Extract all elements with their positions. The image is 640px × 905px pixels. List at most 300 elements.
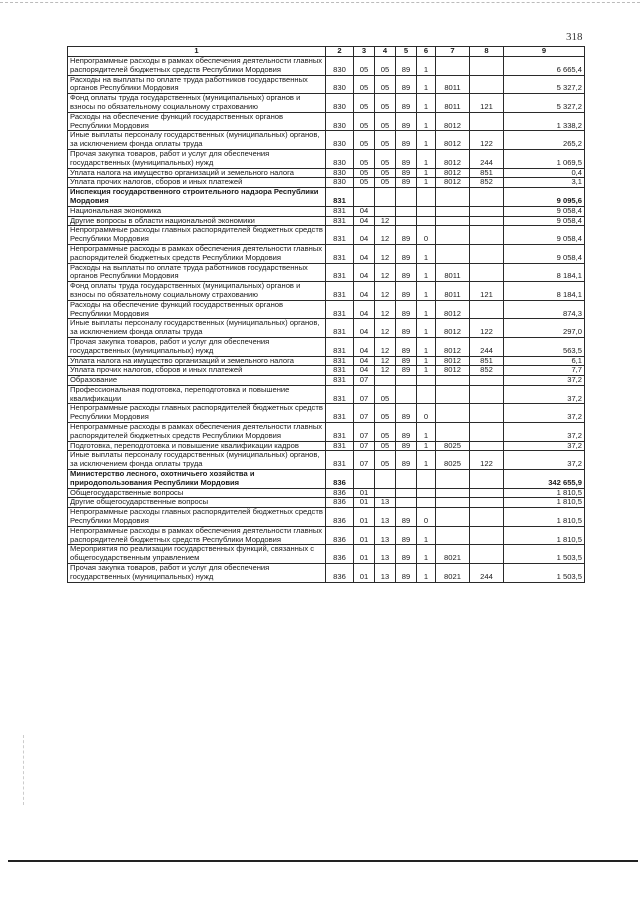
program-code-cell: 89 <box>396 423 417 442</box>
expense-type-cell <box>470 244 504 263</box>
target-code-cell: 8011 <box>436 94 470 113</box>
subsection-code-cell: 12 <box>375 226 396 245</box>
expense-type-cell <box>470 216 504 226</box>
subprogram-code-cell <box>417 488 436 498</box>
target-code-cell <box>436 216 470 226</box>
admin-code-cell: 831 <box>326 451 354 470</box>
line-item-name: Непрограммные расходы в рамках обеспечения деятельности главных распорядителей бюджетных средств Республики Мордовия <box>68 526 326 545</box>
program-code-cell: 89 <box>396 75 417 94</box>
line-item-name: Расходы на выплаты по оплате труда работников государственных органов Республики Мордовия <box>68 75 326 94</box>
target-code-cell: 8025 <box>436 441 470 451</box>
program-code-cell: 89 <box>396 94 417 113</box>
table-row <box>68 282 585 301</box>
section-code-cell: 07 <box>354 441 375 451</box>
line-item-name: Национальная экономика <box>68 206 326 216</box>
line-item-name: Непрограммные расходы главных распорядителей бюджетных средств Республики Мордовия <box>68 404 326 423</box>
program-code-cell: 89 <box>396 57 417 76</box>
amount-cell: 1 503,5 <box>504 545 585 564</box>
subprogram-code-cell: 1 <box>417 366 436 376</box>
program-code-cell: 89 <box>396 366 417 376</box>
section-code-cell: 04 <box>354 226 375 245</box>
program-code-cell: 89 <box>396 300 417 319</box>
subsection-code-cell: 13 <box>375 545 396 564</box>
program-code-cell <box>396 498 417 508</box>
expense-type-cell <box>470 57 504 76</box>
section-code-cell: 05 <box>354 178 375 188</box>
target-code-cell: 8012 <box>436 131 470 150</box>
program-code-cell <box>396 216 417 226</box>
line-item-name: Иные выплаты персоналу государственных (муниципальных) органов, за исключением фонда оплаты труда <box>68 131 326 150</box>
amount-cell: 1 069,5 <box>504 149 585 168</box>
section-code-cell: 01 <box>354 498 375 508</box>
target-code-cell: 8012 <box>436 366 470 376</box>
subsection-code-cell: 12 <box>375 366 396 376</box>
expense-type-cell <box>470 470 504 489</box>
amount-cell: 8 184,1 <box>504 263 585 282</box>
table-row <box>68 178 585 188</box>
subsection-code-cell: 05 <box>375 149 396 168</box>
target-code-cell <box>436 423 470 442</box>
column-header: 4 <box>375 47 396 57</box>
subsection-code-cell: 05 <box>375 178 396 188</box>
line-item-name: Уплата прочих налогов, сборов и иных платежей <box>68 366 326 376</box>
table-body <box>68 57 585 583</box>
subprogram-code-cell <box>417 498 436 508</box>
expense-type-cell <box>470 75 504 94</box>
scan-margin-mark <box>23 735 24 805</box>
subsection-code-cell <box>375 488 396 498</box>
admin-code-cell: 831 <box>326 263 354 282</box>
target-code-cell: 8021 <box>436 545 470 564</box>
subsection-code-cell: 05 <box>375 75 396 94</box>
target-code-cell <box>436 470 470 489</box>
expense-type-cell <box>470 423 504 442</box>
subsection-code-cell: 05 <box>375 131 396 150</box>
table-row <box>68 226 585 245</box>
line-item-name: Непрограммные расходы в рамках обеспечения деятельности главных распорядителей бюджетных средств Республики Мордовия <box>68 57 326 76</box>
amount-cell: 563,5 <box>504 337 585 356</box>
admin-code-cell: 830 <box>326 57 354 76</box>
program-code-cell: 89 <box>396 168 417 178</box>
line-item-name: Образование <box>68 376 326 386</box>
expense-type-cell: 244 <box>470 564 504 583</box>
section-code-cell: 05 <box>354 94 375 113</box>
target-code-cell: 8012 <box>436 300 470 319</box>
target-code-cell: 8012 <box>436 178 470 188</box>
amount-cell: 1 503,5 <box>504 564 585 583</box>
subsection-code-cell: 12 <box>375 244 396 263</box>
line-item-name: Фонд оплаты труда государственных (муниципальных) органов и взносы по обязательному социальному страхованию <box>68 282 326 301</box>
subprogram-code-cell <box>417 216 436 226</box>
section-code-cell: 04 <box>354 206 375 216</box>
program-code-cell: 89 <box>396 356 417 366</box>
target-code-cell: 8011 <box>436 263 470 282</box>
column-header: 5 <box>396 47 417 57</box>
amount-cell: 297,0 <box>504 319 585 338</box>
admin-code-cell: 836 <box>326 545 354 564</box>
amount-cell: 5 327,2 <box>504 75 585 94</box>
table-row <box>68 188 585 207</box>
line-item-name: Расходы на обеспечение функций государственных органов Республики Мордовия <box>68 300 326 319</box>
admin-code-cell: 831 <box>326 244 354 263</box>
expense-type-cell: 121 <box>470 94 504 113</box>
expense-type-cell: 851 <box>470 168 504 178</box>
table-row <box>68 385 585 404</box>
section-code-cell: 01 <box>354 488 375 498</box>
table-row <box>68 451 585 470</box>
table-row <box>68 206 585 216</box>
program-code-cell <box>396 385 417 404</box>
expense-type-cell: 122 <box>470 319 504 338</box>
subprogram-code-cell: 1 <box>417 178 436 188</box>
section-code-cell: 05 <box>354 112 375 131</box>
subsection-code-cell <box>375 206 396 216</box>
admin-code-cell: 830 <box>326 178 354 188</box>
line-item-name: Уплата налога на имущество организаций и земельного налога <box>68 168 326 178</box>
section-code-cell: 04 <box>354 356 375 366</box>
section-code-cell: 04 <box>354 282 375 301</box>
amount-cell: 9 058,4 <box>504 206 585 216</box>
column-number-row <box>68 47 585 57</box>
program-code-cell: 89 <box>396 337 417 356</box>
subprogram-code-cell: 1 <box>417 356 436 366</box>
admin-code-cell: 830 <box>326 94 354 113</box>
subsection-code-cell: 05 <box>375 404 396 423</box>
amount-cell: 37,2 <box>504 423 585 442</box>
section-code-cell: 07 <box>354 404 375 423</box>
table-row <box>68 498 585 508</box>
admin-code-cell: 836 <box>326 508 354 527</box>
admin-code-cell: 831 <box>326 404 354 423</box>
admin-code-cell: 836 <box>326 526 354 545</box>
subprogram-code-cell: 0 <box>417 508 436 527</box>
table-row <box>68 263 585 282</box>
program-code-cell: 89 <box>396 282 417 301</box>
subsection-code-cell: 05 <box>375 423 396 442</box>
admin-code-cell: 831 <box>326 366 354 376</box>
line-item-name: Мероприятия по реализации государственных функций, связанных с общегосударственным управлением <box>68 545 326 564</box>
amount-cell: 37,2 <box>504 385 585 404</box>
section-code-cell: 04 <box>354 263 375 282</box>
subprogram-code-cell: 1 <box>417 94 436 113</box>
amount-cell: 342 655,9 <box>504 470 585 489</box>
subprogram-code-cell: 1 <box>417 451 436 470</box>
section-code-cell <box>354 188 375 207</box>
admin-code-cell: 836 <box>326 498 354 508</box>
amount-cell: 0,4 <box>504 168 585 178</box>
line-item-name: Другие общегосударственные вопросы <box>68 498 326 508</box>
program-code-cell: 89 <box>396 508 417 527</box>
table-row <box>68 423 585 442</box>
subsection-code-cell: 05 <box>375 385 396 404</box>
amount-cell: 1 810,5 <box>504 508 585 527</box>
target-code-cell <box>436 244 470 263</box>
admin-code-cell: 830 <box>326 112 354 131</box>
target-code-cell <box>436 376 470 386</box>
subsection-code-cell: 05 <box>375 112 396 131</box>
line-item-name: Инспекция государственного строительного надзора Республики Мордовия <box>68 188 326 207</box>
admin-code-cell: 836 <box>326 470 354 489</box>
section-code-cell: 04 <box>354 300 375 319</box>
subprogram-code-cell <box>417 385 436 404</box>
line-item-name: Общегосударственные вопросы <box>68 488 326 498</box>
line-item-name: Фонд оплаты труда государственных (муниципальных) органов и взносы по обязательному социальному страхованию <box>68 94 326 113</box>
page-number: 318 <box>566 31 583 43</box>
target-code-cell: 8012 <box>436 319 470 338</box>
expense-type-cell <box>470 300 504 319</box>
expense-type-cell: 122 <box>470 131 504 150</box>
expense-type-cell <box>470 376 504 386</box>
amount-cell: 6,1 <box>504 356 585 366</box>
program-code-cell: 89 <box>396 319 417 338</box>
subsection-code-cell: 13 <box>375 508 396 527</box>
program-code-cell: 89 <box>396 441 417 451</box>
subprogram-code-cell: 1 <box>417 149 436 168</box>
expense-type-cell: 244 <box>470 149 504 168</box>
target-code-cell <box>436 508 470 527</box>
admin-code-cell: 831 <box>326 385 354 404</box>
table-row <box>68 564 585 583</box>
expense-type-cell <box>470 526 504 545</box>
table-row <box>68 488 585 498</box>
subprogram-code-cell: 1 <box>417 75 436 94</box>
target-code-cell <box>436 488 470 498</box>
subprogram-code-cell: 1 <box>417 441 436 451</box>
program-code-cell <box>396 470 417 489</box>
subsection-code-cell: 12 <box>375 319 396 338</box>
amount-cell: 37,2 <box>504 451 585 470</box>
line-item-name: Расходы на выплаты по оплате труда работников государственных органов Республики Мордовия <box>68 263 326 282</box>
amount-cell: 874,3 <box>504 300 585 319</box>
section-code-cell: 01 <box>354 545 375 564</box>
expense-type-cell: 851 <box>470 356 504 366</box>
expense-type-cell <box>470 263 504 282</box>
section-code-cell: 07 <box>354 451 375 470</box>
table-row <box>68 526 585 545</box>
amount-cell: 9 058,4 <box>504 226 585 245</box>
section-code-cell: 04 <box>354 366 375 376</box>
table-row <box>68 94 585 113</box>
amount-cell: 1 810,5 <box>504 488 585 498</box>
target-code-cell <box>436 526 470 545</box>
program-code-cell: 89 <box>396 244 417 263</box>
subprogram-code-cell <box>417 376 436 386</box>
admin-code-cell: 831 <box>326 423 354 442</box>
subprogram-code-cell: 1 <box>417 131 436 150</box>
expense-type-cell <box>470 385 504 404</box>
table-row <box>68 508 585 527</box>
line-item-name: Непрограммные расходы в рамках обеспечения деятельности главных распорядителей бюджетных средств Республики Мордовия <box>68 423 326 442</box>
subsection-code-cell: 12 <box>375 337 396 356</box>
table-row <box>68 57 585 76</box>
budget-table <box>67 46 585 583</box>
subprogram-code-cell: 1 <box>417 282 436 301</box>
admin-code-cell: 831 <box>326 216 354 226</box>
section-code-cell: 05 <box>354 168 375 178</box>
line-item-name: Непрограммные расходы в рамках обеспечения деятельности главных распорядителей бюджетных средств Республики Мордовия <box>68 244 326 263</box>
section-code-cell: 01 <box>354 564 375 583</box>
program-code-cell <box>396 376 417 386</box>
target-code-cell <box>436 206 470 216</box>
table-row <box>68 441 585 451</box>
program-code-cell: 89 <box>396 564 417 583</box>
admin-code-cell: 836 <box>326 564 354 583</box>
line-item-name: Прочая закупка товаров, работ и услуг для обеспечения государственных (муниципальных) нужд <box>68 564 326 583</box>
top-edge-line <box>0 2 640 3</box>
subprogram-code-cell <box>417 188 436 207</box>
subsection-code-cell: 05 <box>375 168 396 178</box>
target-code-cell: 8012 <box>436 337 470 356</box>
admin-code-cell: 830 <box>326 149 354 168</box>
target-code-cell <box>436 404 470 423</box>
column-header: 8 <box>470 47 504 57</box>
column-header: 9 <box>504 47 585 57</box>
program-code-cell: 89 <box>396 131 417 150</box>
program-code-cell: 89 <box>396 263 417 282</box>
program-code-cell: 89 <box>396 226 417 245</box>
table-row <box>68 300 585 319</box>
amount-cell: 37,2 <box>504 441 585 451</box>
subprogram-code-cell: 1 <box>417 300 436 319</box>
table-row <box>68 319 585 338</box>
target-code-cell <box>436 385 470 404</box>
subprogram-code-cell: 1 <box>417 526 436 545</box>
target-code-cell <box>436 226 470 245</box>
expense-type-cell <box>470 488 504 498</box>
subprogram-code-cell: 1 <box>417 423 436 442</box>
subsection-code-cell: 05 <box>375 94 396 113</box>
subsection-code-cell: 13 <box>375 564 396 583</box>
section-code-cell: 05 <box>354 57 375 76</box>
amount-cell: 1 810,5 <box>504 498 585 508</box>
amount-cell: 9 095,6 <box>504 188 585 207</box>
subprogram-code-cell: 0 <box>417 226 436 245</box>
line-item-name: Иные выплаты персоналу государственных (муниципальных) органов, за исключением фонда оплаты труда <box>68 319 326 338</box>
subsection-code-cell: 13 <box>375 498 396 508</box>
expense-type-cell: 852 <box>470 178 504 188</box>
subsection-code-cell <box>375 188 396 207</box>
target-code-cell: 8011 <box>436 75 470 94</box>
subprogram-code-cell: 1 <box>417 263 436 282</box>
subsection-code-cell <box>375 376 396 386</box>
table-row <box>68 376 585 386</box>
admin-code-cell: 831 <box>326 282 354 301</box>
expense-type-cell: 121 <box>470 282 504 301</box>
table-row <box>68 168 585 178</box>
table-row <box>68 404 585 423</box>
admin-code-cell: 831 <box>326 337 354 356</box>
line-item-name: Непрограммные расходы главных распорядителей бюджетных средств Республики Мордовия <box>68 508 326 527</box>
expense-type-cell <box>470 508 504 527</box>
amount-cell: 5 327,2 <box>504 94 585 113</box>
target-code-cell <box>436 57 470 76</box>
subprogram-code-cell: 1 <box>417 57 436 76</box>
column-header: 7 <box>436 47 470 57</box>
line-item-name: Иные выплаты персоналу государственных (муниципальных) органов, за исключением фонда оплаты труда <box>68 451 326 470</box>
expense-type-cell <box>470 188 504 207</box>
program-code-cell <box>396 188 417 207</box>
amount-cell: 37,2 <box>504 376 585 386</box>
expense-type-cell <box>470 498 504 508</box>
line-item-name: Уплата прочих налогов, сборов и иных платежей <box>68 178 326 188</box>
line-item-name: Расходы на обеспечение функций государственных органов Республики Мордовия <box>68 112 326 131</box>
program-code-cell <box>396 206 417 216</box>
program-code-cell: 89 <box>396 112 417 131</box>
expense-type-cell: 852 <box>470 366 504 376</box>
subprogram-code-cell: 1 <box>417 564 436 583</box>
target-code-cell <box>436 188 470 207</box>
column-header: 2 <box>326 47 354 57</box>
amount-cell: 9 058,4 <box>504 244 585 263</box>
admin-code-cell: 831 <box>326 300 354 319</box>
subsection-code-cell: 12 <box>375 216 396 226</box>
column-header: 1 <box>68 47 326 57</box>
expense-type-cell <box>470 226 504 245</box>
amount-cell: 1 810,5 <box>504 526 585 545</box>
amount-cell: 3,1 <box>504 178 585 188</box>
target-code-cell: 8011 <box>436 282 470 301</box>
program-code-cell <box>396 488 417 498</box>
expense-type-cell: 122 <box>470 451 504 470</box>
program-code-cell: 89 <box>396 404 417 423</box>
table-row <box>68 366 585 376</box>
subprogram-code-cell: 1 <box>417 244 436 263</box>
subsection-code-cell: 12 <box>375 356 396 366</box>
table-row <box>68 356 585 366</box>
section-code-cell: 07 <box>354 385 375 404</box>
line-item-name: Прочая закупка товаров, работ и услуг для обеспечения государственных (муниципальных) нужд <box>68 149 326 168</box>
target-code-cell: 8012 <box>436 149 470 168</box>
admin-code-cell: 830 <box>326 75 354 94</box>
column-header: 6 <box>417 47 436 57</box>
line-item-name: Непрограммные расходы главных распорядителей бюджетных средств Республики Мордовия <box>68 226 326 245</box>
section-code-cell: 04 <box>354 337 375 356</box>
table-row <box>68 112 585 131</box>
amount-cell: 9 058,4 <box>504 216 585 226</box>
subsection-code-cell: 05 <box>375 451 396 470</box>
subsection-code-cell: 12 <box>375 300 396 319</box>
subsection-code-cell: 05 <box>375 441 396 451</box>
target-code-cell: 8025 <box>436 451 470 470</box>
section-code-cell: 04 <box>354 319 375 338</box>
subsection-code-cell: 05 <box>375 57 396 76</box>
program-code-cell: 89 <box>396 526 417 545</box>
line-item-name: Профессиональная подготовка, переподготовка и повышение квалификации <box>68 385 326 404</box>
admin-code-cell: 830 <box>326 131 354 150</box>
column-header: 3 <box>354 47 375 57</box>
target-code-cell: 8021 <box>436 564 470 583</box>
section-code-cell: 05 <box>354 131 375 150</box>
subprogram-code-cell: 1 <box>417 168 436 178</box>
subsection-code-cell: 12 <box>375 263 396 282</box>
expense-type-cell <box>470 112 504 131</box>
target-code-cell: 8012 <box>436 112 470 131</box>
table-row <box>68 131 585 150</box>
target-code-cell: 8012 <box>436 168 470 178</box>
subprogram-code-cell: 1 <box>417 545 436 564</box>
section-code-cell: 04 <box>354 216 375 226</box>
expense-type-cell <box>470 441 504 451</box>
target-code-cell: 8012 <box>436 356 470 366</box>
amount-cell: 265,2 <box>504 131 585 150</box>
subprogram-code-cell: 1 <box>417 319 436 338</box>
expense-type-cell: 244 <box>470 337 504 356</box>
amount-cell: 8 184,1 <box>504 282 585 301</box>
table-row <box>68 244 585 263</box>
section-code-cell: 05 <box>354 149 375 168</box>
subprogram-code-cell: 1 <box>417 112 436 131</box>
target-code-cell <box>436 498 470 508</box>
